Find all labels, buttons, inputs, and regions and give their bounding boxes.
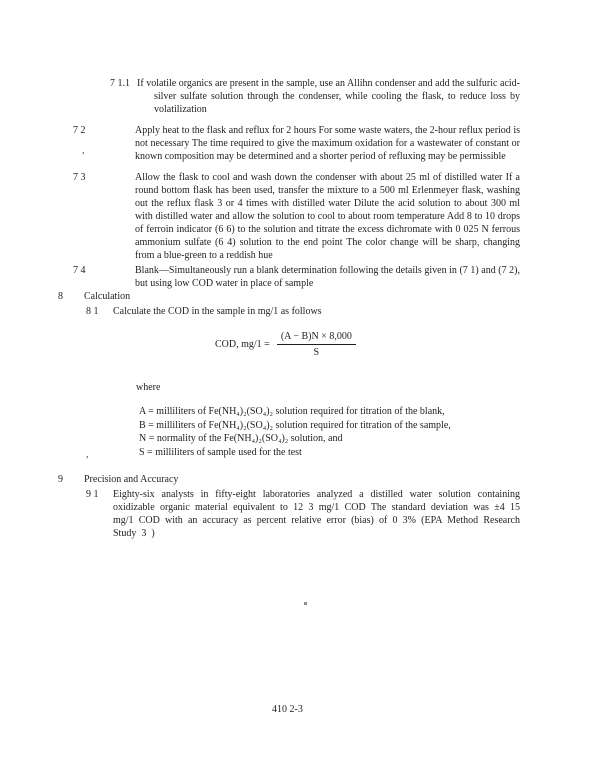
item-text: Blank—Simultaneously run a blank determination following the details given in (7 1) and (7 2), but using low COD water in place of sample bbox=[135, 265, 520, 289]
definition-A: A = milliliters of Fe(NH₄)₂(SO₄)₂ solution required for titration of the blank, bbox=[139, 406, 445, 417]
fraction-denominator: S bbox=[313, 347, 320, 358]
formula-lhs: COD, mg/1 = bbox=[215, 339, 270, 350]
item-number: 7 2 bbox=[73, 125, 86, 136]
where-label: where bbox=[136, 382, 161, 393]
item-number: 8 1 bbox=[86, 306, 99, 317]
definition-B: B = milliliters of Fe(NH₄)₂(SO₄)₂ solution required for titration of the sample, bbox=[139, 419, 451, 431]
item-text: Eighty-six analysts in fifty-eight laboratories analyzed a distilled water solution containing oxidizable organic material equivalent to 12 3 mg/1 COD The standard deviation was ±4 15 mg/1 COD with an accuracy as percent relative error (bias) of 0 3% (EPA Method Research Study 3 ) bbox=[113, 489, 520, 539]
page-content bbox=[0, 77, 612, 540]
item-number: 7 4 bbox=[73, 265, 86, 276]
item-text: If volatile organics are present in the sample, use an Allihn condenser and add the sulfuric acid-silver sulfate solution through the condenser, while cooling the flask, to reduce loss by volatilization bbox=[137, 78, 520, 115]
section-title: Calculation bbox=[84, 291, 131, 302]
page-number: 410 2-3 bbox=[272, 704, 303, 715]
item-text: Allow the flask to cool and wash down the condenser with about 25 ml of distilled water If a round bottom flask has been used, transfer the mixture to a 500 ml Erlenmeyer flask, washing out the reflux flask 3 or 4 times with distilled water Dilute the acid solution to about 300 ml with distilled water and allow the solution to cool to about room temperature Add 8 to 10 drops of ferroin indicator (6 6) to the solution and titrate the excess dichromate with 0 025 N ferrous ammonium sulfate (6 4) solution to the end point The color change will be sharp, changing from a blue-green to a reddish hue bbox=[135, 172, 520, 261]
section-title: Precision and Accuracy bbox=[84, 474, 179, 485]
scan-artifact-comma-1: , bbox=[82, 145, 85, 156]
scan-artifact-dot bbox=[304, 602, 307, 605]
item-number: 7 3 bbox=[73, 172, 86, 183]
fraction bbox=[277, 330, 356, 359]
list-item-7-1-1 bbox=[110, 77, 520, 116]
section-number: 9 bbox=[58, 474, 63, 485]
item-text: Apply heat to the flask and reflux for 2 hours For some waste waters, the 2-hour reflux period is not necessary The time required to give the maximum oxidation for a wastewater of constant or known composition may be determined and a shorter period of refluxing may be permissible bbox=[135, 125, 520, 162]
section-number: 8 bbox=[58, 291, 63, 302]
list-item-9-1 bbox=[86, 488, 520, 540]
item-number: 9 1 bbox=[86, 489, 99, 500]
cod-formula bbox=[215, 330, 612, 359]
item-text: Calculate the COD in the sample in mg/1 as follows bbox=[113, 306, 322, 317]
section-8-heading bbox=[58, 290, 520, 303]
fraction-numerator: (A − B)N × 8,000 bbox=[277, 330, 356, 345]
list-item-8-1 bbox=[86, 305, 520, 318]
list-item-7-3 bbox=[73, 171, 520, 262]
scan-artifact-comma-2: , bbox=[86, 449, 89, 460]
definition-N: N = normality of the Fe(NH₄)₂(SO₄)₂ solution, and bbox=[139, 433, 343, 444]
definition-S: S = milliliters of sample used for the test bbox=[139, 446, 302, 458]
list-item-7-4 bbox=[73, 264, 520, 290]
list-item-7-2 bbox=[73, 124, 520, 163]
section-9-heading bbox=[58, 473, 520, 486]
item-number: 7 1.1 bbox=[110, 78, 130, 89]
variable-definitions bbox=[139, 405, 612, 459]
